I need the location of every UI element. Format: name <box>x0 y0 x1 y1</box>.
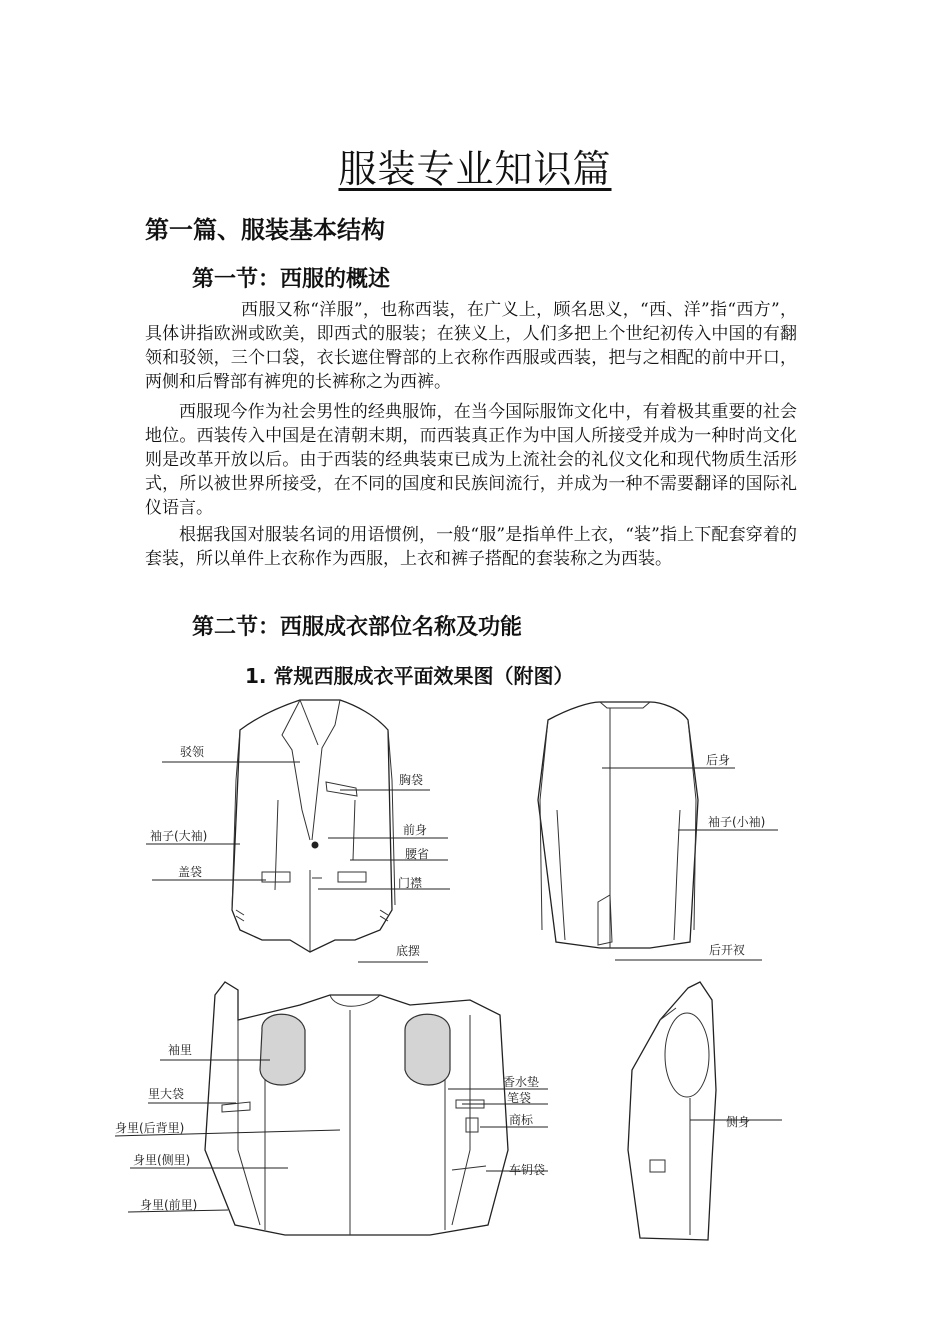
label-back-lining: 身里(后背里) <box>115 1121 185 1135</box>
label-placket: 门襟 <box>398 876 423 890</box>
label-sleeve-small: 袖子(小袖) <box>708 815 766 829</box>
paragraph-1: 西服又称“洋服”，也称西装，在广义上，顾名思义，“西、洋”指“西方”，具体讲指欧洲或欧美，即西式的服装；在狭义上，人们多把上个世纪初传入中国的有翻领和驳领，三个口袋，衣长遮住臀部的上衣称作西服或西装，把与之相配的前中开口，两侧和后臀部有裤兜的长裤称之为西裤。 <box>145 300 797 392</box>
label-side-lining: 身里(侧里) <box>133 1153 191 1167</box>
suit-back-view <box>538 702 698 948</box>
label-back-vent: 后开衩 <box>709 943 746 957</box>
paragraph-2: 西服现今作为社会男性的经典服饰，在当今国际服饰文化中，有着极其重要的社会地位。西装传入中国是在清朝末期，而西装真正作为中国人所接受并成为一种时尚文化则是改革开放以后。由于西装的经典装束已成为上流社会的礼仪文化和现代物质生活形式，所以被世界所接受，在不同的国度和民族间流行，并成为一种不需要翻译的国际礼仪语言。 <box>145 402 797 518</box>
figure-heading: 1. 常规西服成衣平面效果图（附图） <box>245 664 574 688</box>
label-flap-pocket: 盖袋 <box>178 865 203 879</box>
paragraph-3: 根据我国对服装名词的用语惯例，一般“服”是指单件上衣，“装”指上下配套穿着的套装，所以单件上衣称作为西服，上衣和裤子搭配的套装称之为西装。 <box>145 525 797 569</box>
suit-inside-view <box>205 982 508 1235</box>
label-chest-pocket: 胸袋 <box>399 773 424 787</box>
label-waist-dart: 腰省 <box>405 847 430 861</box>
label-perfume-pad: 香水垫 <box>503 1075 540 1089</box>
section-heading-2: 第二节：西服成衣部位名称及功能 <box>192 615 523 640</box>
part-heading: 第一篇、服装基本结构 <box>145 216 385 244</box>
label-front-lining: 身里(前里) <box>140 1198 198 1212</box>
suit-side-view <box>628 982 716 1240</box>
label-sleeve-lining: 袖里 <box>168 1043 193 1057</box>
section-heading-1: 第一节：西服的概述 <box>192 267 391 292</box>
suit-front-view <box>232 700 395 952</box>
suit-diagram <box>0 690 950 1250</box>
label-brand-tag: 商标 <box>509 1113 534 1127</box>
label-sleeve-large: 袖子(大袖) <box>150 829 208 843</box>
label-pen-pocket: 笔袋 <box>507 1091 532 1105</box>
label-lapel: 驳领 <box>180 745 205 759</box>
label-back-body: 后身 <box>706 753 731 767</box>
label-inner-pocket: 里大袋 <box>148 1087 185 1101</box>
label-side-body: 侧身 <box>726 1115 751 1129</box>
label-hem: 底摆 <box>396 944 421 958</box>
label-key-pocket: 车钥袋 <box>509 1163 546 1177</box>
document-title: 服装专业知识篇 <box>338 147 612 191</box>
label-front-body: 前身 <box>403 823 428 837</box>
